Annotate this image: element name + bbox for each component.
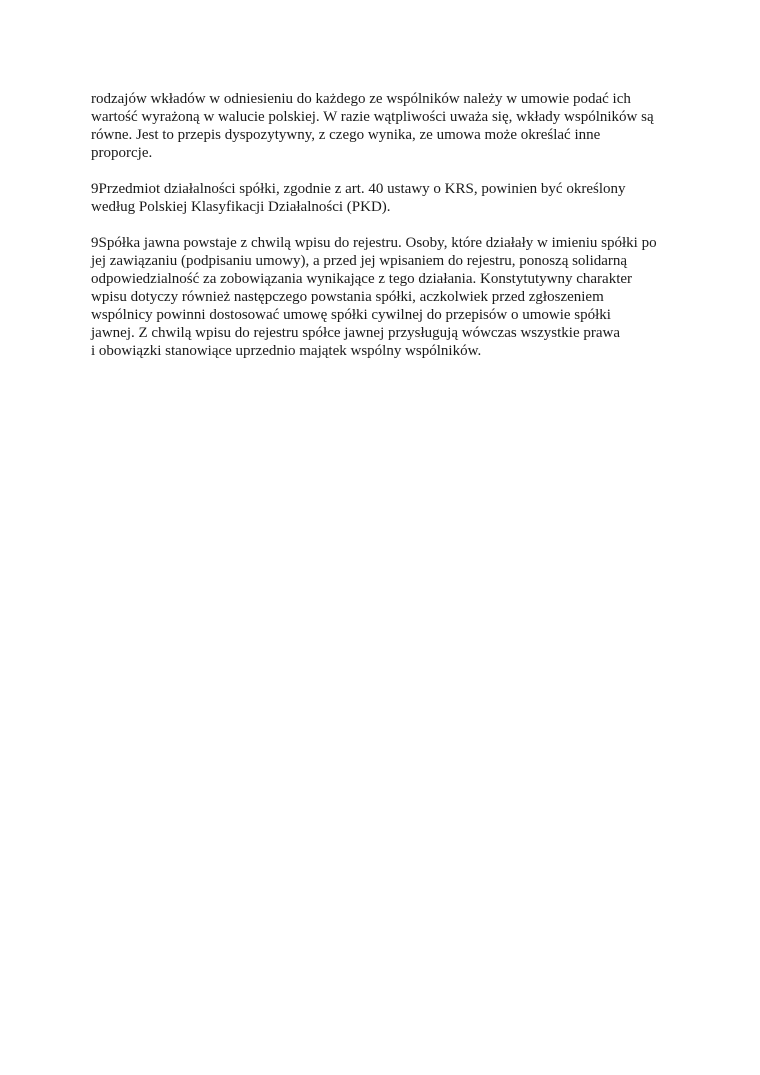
text-line: i obowiązki stanowiące uprzednio majątek wspólny wspólników. — [91, 343, 482, 359]
text-line: jawnej. Z chwilą wpisu do rejestru spółce jawnej przysługują wówczas wszystkie prawa — [91, 325, 621, 341]
text-line: równe. Jest to przepis dyspozytywny, z czego wynika, ze umowa może określać inne — [91, 127, 601, 143]
text-line: proporcje. — [91, 145, 153, 161]
text-line: 9Spółka jawna powstaje z chwilą wpisu do rejestru. Osoby, które działały w imieniu spółki po — [91, 235, 657, 251]
paragraph-contributions — [91, 90, 691, 162]
paragraph-business-scope — [91, 180, 691, 216]
text-line: według Polskiej Klasyfikacji Działalności (PKD). — [91, 199, 391, 215]
text-line: wpisu dotyczy również następczego powstania spółki, aczkolwiek przed zgłoszeniem — [91, 289, 604, 305]
text-line: wspólnicy powinni dostosować umowę spółki cywilnej do przepisów o umowie spółki — [91, 307, 611, 323]
text-line: odpowiedzialność za zobowiązania wynikające z tego działania. Konstytutywny charakter — [91, 271, 633, 287]
text-line: jej zawiązaniu (podpisaniu umowy), a przed jej wpisaniem do rejestru, ponoszą solidarną — [91, 253, 628, 269]
text-line: wartość wyrażoną w walucie polskiej. W razie wątpliwości uważa się, wkłady wspólników są — [91, 109, 654, 125]
text-line: rodzajów wkładów w odniesieniu do każdego ze wspólników należy w umowie podać ich — [91, 91, 631, 107]
document-body — [91, 90, 691, 378]
text-line: 9Przedmiot działalności spółki, zgodnie z art. 40 ustawy o KRS, powinien być określony — [91, 181, 626, 197]
paragraph-registration — [91, 234, 691, 360]
